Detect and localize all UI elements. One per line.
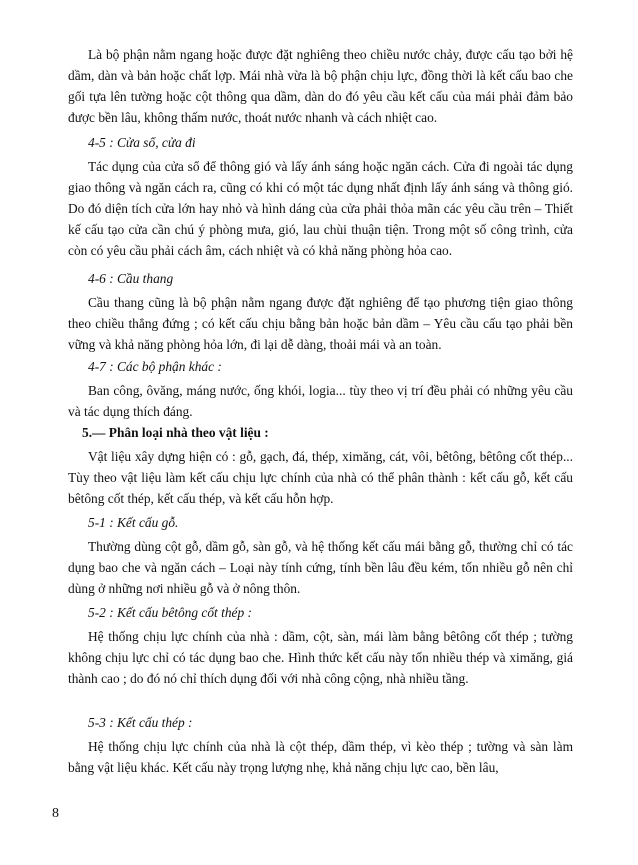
page-number: 8 xyxy=(52,806,59,821)
paragraph-concrete-structure: Hệ thống chịu lực chính của nhà : dầm, cột, sàn, mái làm bằng bêtông cốt thép ; tường không chịu lực chỉ có tác dụng bao che. Hình thức kết cấu này tốn nhiều thép và ximăng, giá thành cao ; do đó nó chỉ thích dụng đối với nhà công cộng, nhà nhiều tầng. xyxy=(68,629,573,686)
subheading-4-6: 4-6 : Cầu thang xyxy=(88,271,174,286)
subheading-5-1: 5-1 : Kết cấu gỗ. xyxy=(88,515,179,530)
paragraph-roof: Là bộ phận nằm ngang hoặc được đặt nghiêng theo chiều nước chảy, được cấu tạo bởi hệ dầm, dàn và bản hoặc chất lợp. Mái nhà vừa là bộ phận chịu lực, đồng thời là kết cấu bao che gối tựa lên tường hoặc cột thông qua dầm, dàn do đó yêu cầu kết cấu của mái phải đảm bảo được bền lâu, không thấm nước, thoát nước nhanh và cách nhiệt cao. xyxy=(68,47,573,125)
paragraph-other-parts: Ban công, ôvăng, máng nước, ống khói, logia... tùy theo vị trí đều phải có những yêu cầu và tác dụng thích đáng. xyxy=(68,383,573,419)
paragraph-wood-structure: Thường dùng cột gỗ, dầm gỗ, sàn gỗ, và hệ thống kết cấu mái bằng gỗ, thường chỉ có tác dụng bao che và ngăn cách – Loại này tính cứng, tính bền lâu đều kém, tốn nhiều gỗ nên chỉ dùng ở những nơi nhiều gỗ và ở nông thôn. xyxy=(68,539,573,596)
section-heading-5: 5.— Phân loại nhà theo vật liệu : xyxy=(82,425,269,440)
subheading-5-3: 5-3 : Kết cấu thép : xyxy=(88,715,193,730)
paragraph-stairs: Cầu thang cũng là bộ phận nằm ngang được đặt nghiêng để tạo phương tiện giao thông theo chiều thẳng đứng ; có kết cấu chịu bằng bản hoặc bản dầm – Yêu cầu cấu tạo phải bền vững và khả năng phòng hỏa lớn, đi lại dễ dàng, thoải mái và an toàn. xyxy=(68,295,573,352)
paragraph-materials: Vật liệu xây dựng hiện có : gỗ, gạch, đá, thép, ximăng, cát, vôi, bêtông, bêtông cốt thép... Tùy theo vật liệu làm kết cấu chịu lực chính của nhà có thể phân thành : kết cấu gỗ, kết cấu bêtông cốt thép, kết cấu thép, và kết cấu hỗn hợp. xyxy=(68,449,573,506)
subheading-5-2: 5-2 : Kết cấu bêtông cốt thép : xyxy=(88,605,252,620)
paragraph-steel-structure: Hệ thống chịu lực chính của nhà là cột thép, dầm thép, vì kèo thép ; tường và sàn làm bằng vật liệu khác. Kết cấu này trọng lượng nhẹ, khả năng chịu lực cao, bền lâu, xyxy=(68,739,573,775)
subheading-4-7: 4-7 : Các bộ phận khác : xyxy=(88,359,222,374)
subheading-4-5: 4-5 : Cửa sổ, cửa đi xyxy=(88,135,196,150)
paragraph-windows-doors: Tác dụng của cửa sổ để thông gió và lấy ánh sáng hoặc ngăn cách. Cửa đi ngoài tác dụng giao thông và ngăn cách ra, cũng có khi có một tác dụng nhất định lấy ánh sáng và thông gió. Do đó diện tích cửa lớn hay nhỏ và hình dáng của cửa phải thỏa mãn các yêu cầu trên – Thiết kế cấu tạo cửa cần chú ý phòng mưa, gió, lau chùi thuận tiện. Trong một số công trình, cửa còn có yêu cầu phải cách âm, cách nhiệt và có khả năng phòng hỏa cao. xyxy=(68,159,573,258)
